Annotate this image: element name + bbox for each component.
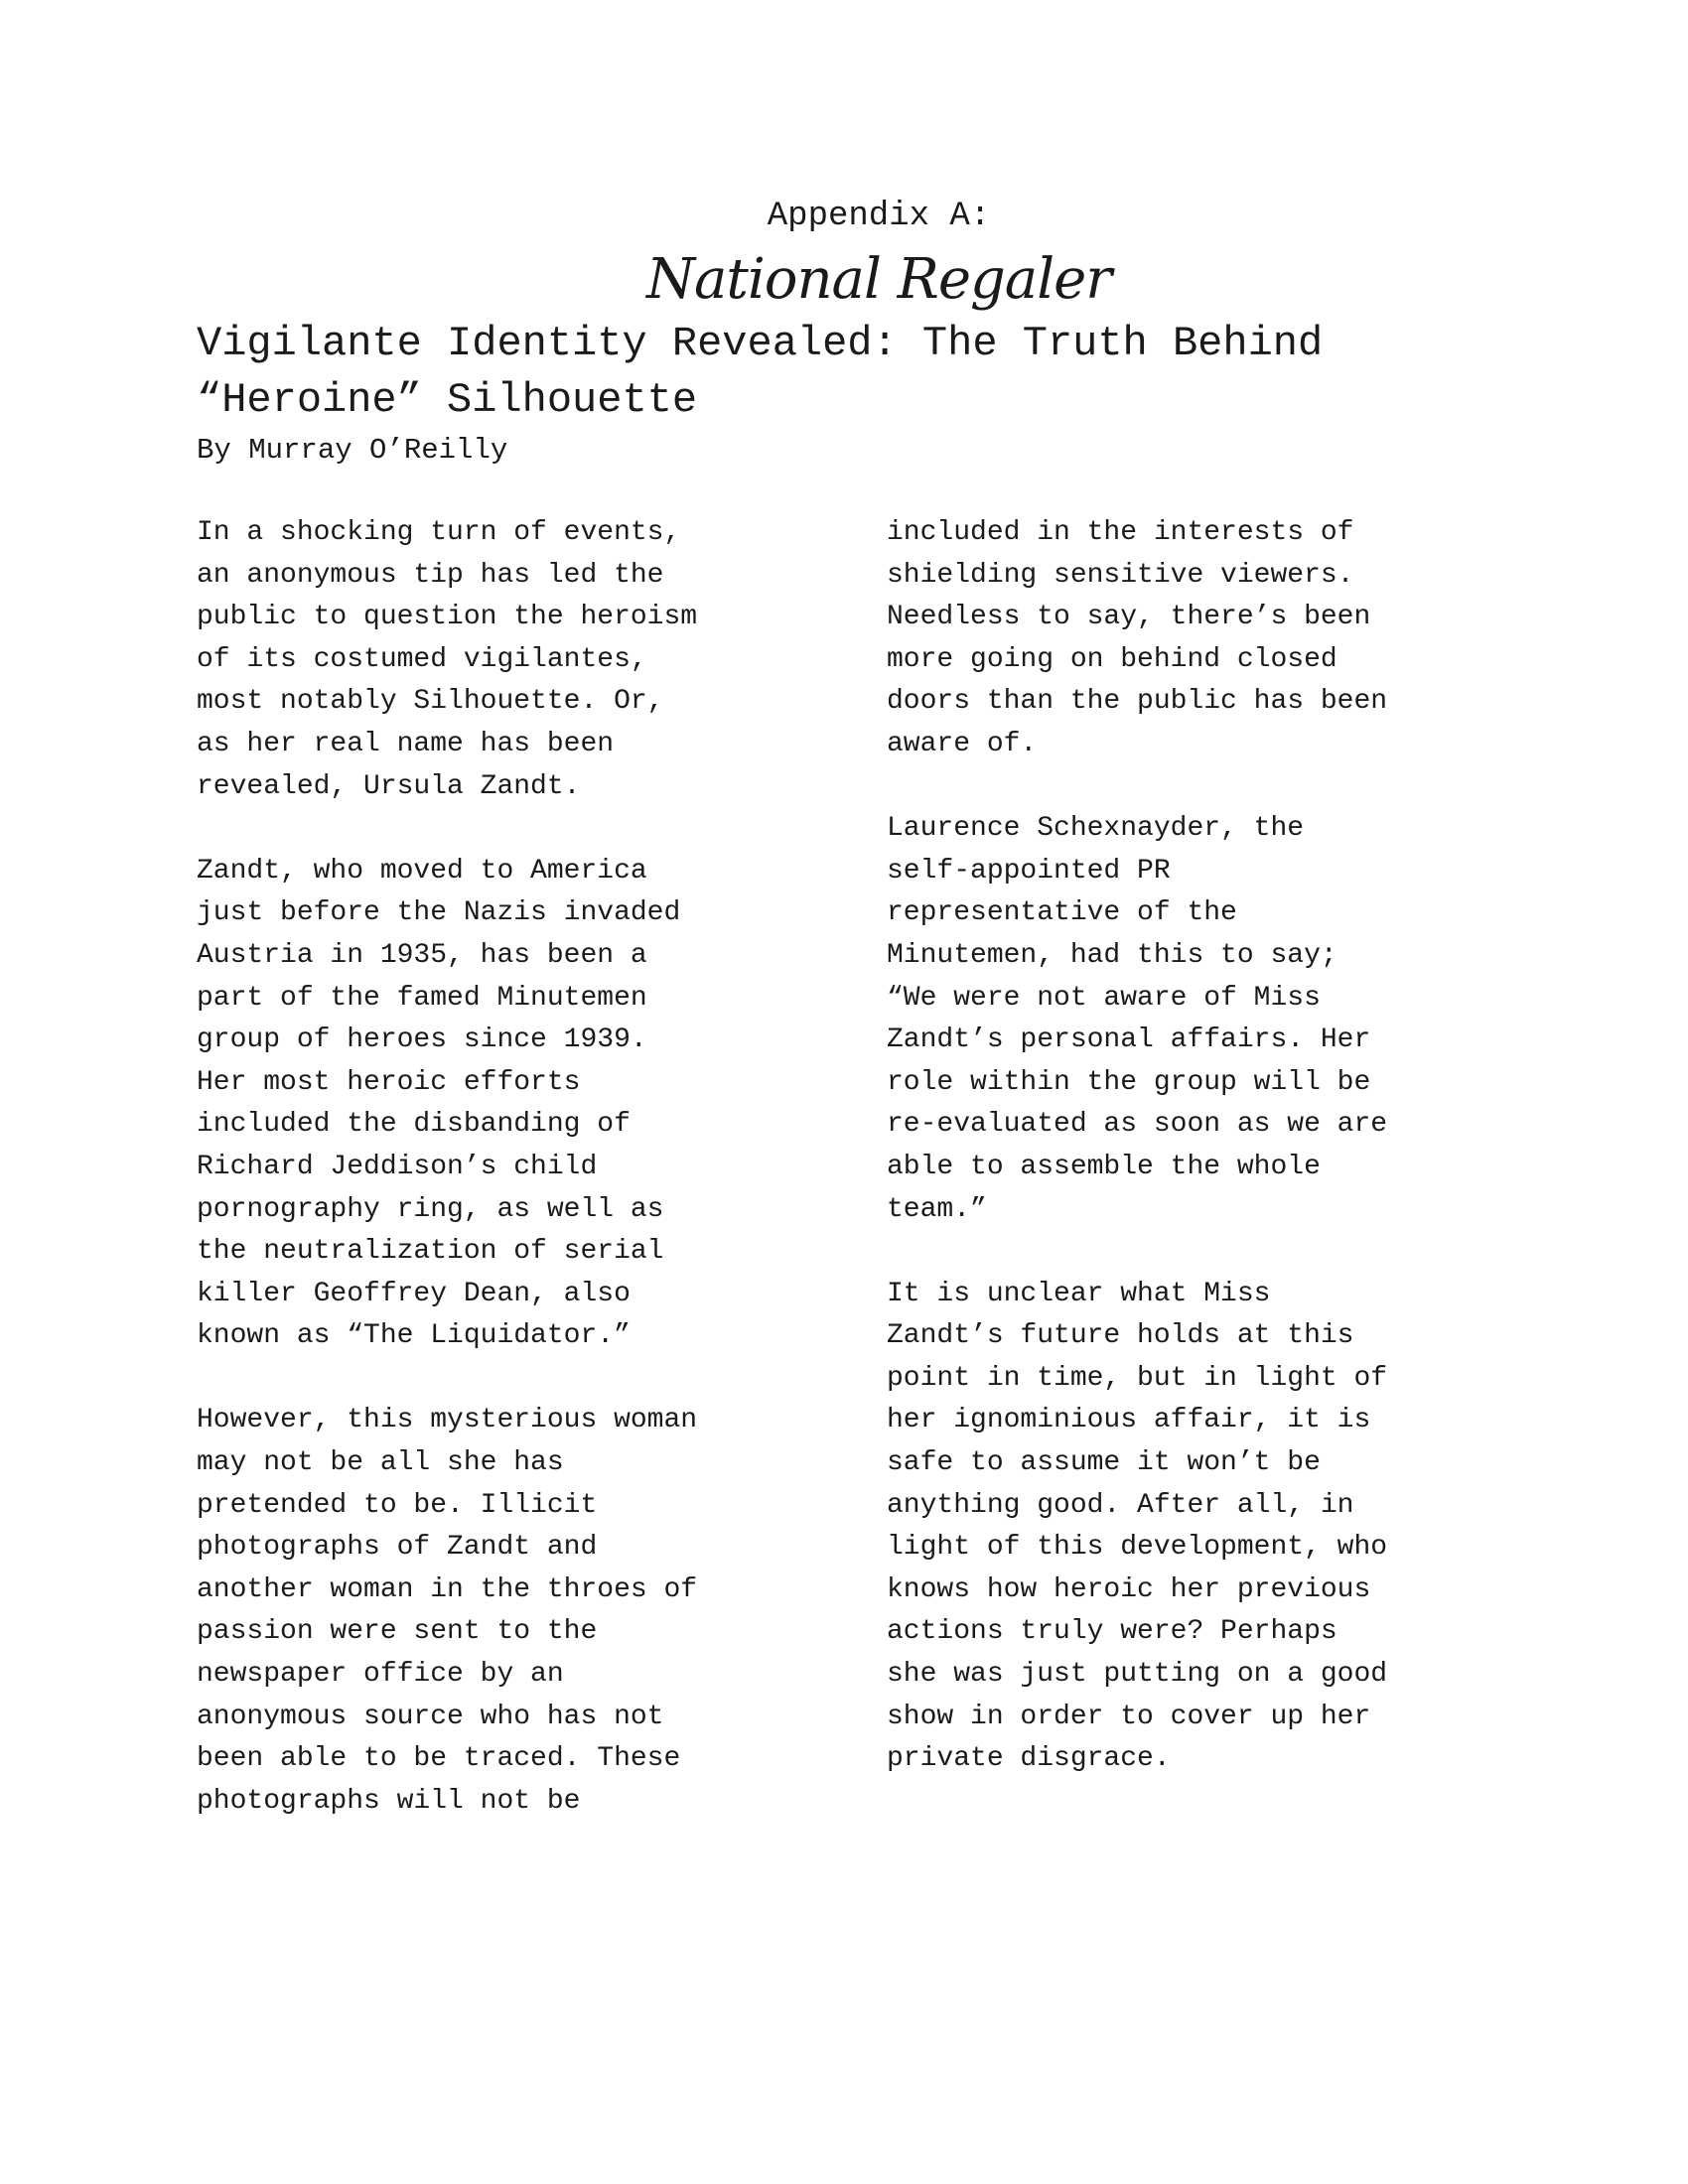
article-column-left xyxy=(197,512,812,1865)
newspaper-masthead: National Regaler xyxy=(645,247,1112,312)
paragraph: It is unclear what Miss Zandt’s future holds at this point in time, but in light of her ignominious affair, it is safe to assume it won’t be anything good. After all, in light of this development, who knows how heroic her previous actions truly were? Perhaps she was just putting on a good show in order to cover up her private disgrace. xyxy=(887,1278,1388,1775)
paragraph: However, this mysterious woman may not be all she has pretended to be. Illicit photographs of Zandt and another woman in the throes of passion were sent to the newspaper office by an anonymous source who has not been able to be traced. These photographs will not be xyxy=(197,1405,698,1817)
paragraph: Laurence Schexnayder, the self-appointed PR representative of the Minutemen, had this to say; “We were not aware of Miss Zandt’s personal affairs. Her role within the group will be re-evaluated as soon as we are able to assemble the whole team.” xyxy=(887,813,1388,1225)
headline-text: Vigilante Identity Revealed: The Truth Behind “Heroine” Silhouette xyxy=(197,320,1324,424)
article-column-right xyxy=(887,512,1502,1823)
paragraph: In a shocking turn of events, an anonymous tip has led the public to question the heroism of its costumed vigilantes, most notably Silhouette. Or, as her real name has been revealed, Ursula Zandt. xyxy=(197,517,698,802)
article-headline xyxy=(197,316,1487,429)
paragraph: included in the interests of shielding sensitive viewers. Needless to say, there’s been more going on behind closed doors than the public has been aware of. xyxy=(887,517,1388,759)
paragraph: Zandt, who moved to America just before the Nazis invaded Austria in 1935, has been a part of the famed Minutemen group of heroes since 1939. Her most heroic efforts included the disbanding of Richard Jeddison’s child pornography ring, as well as the neutralization of serial killer Geoffrey Dean, also known as “The Liquidator.” xyxy=(197,855,681,1352)
article-byline: By Murray O’Reilly xyxy=(197,434,508,467)
appendix-label: Appendix A: xyxy=(767,198,991,235)
